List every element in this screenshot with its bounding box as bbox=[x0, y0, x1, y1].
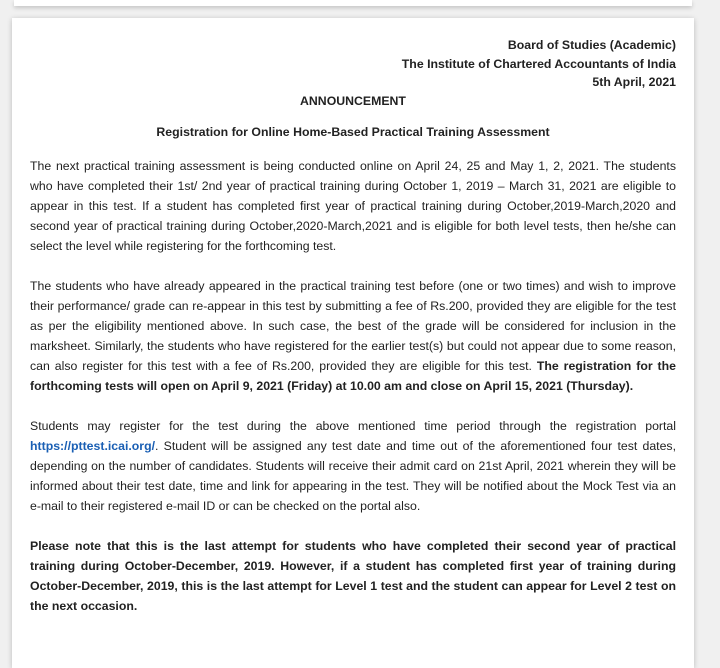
letter-date: 5th April, 2021 bbox=[592, 75, 676, 89]
registration-text-before: Students may register for the test during the above mentioned time period through the registration portal bbox=[30, 419, 676, 433]
announcement-label: ANNOUNCEMENT bbox=[300, 93, 406, 108]
paragraph-registration bbox=[30, 416, 676, 516]
announcement-card bbox=[12, 18, 694, 668]
letter-header bbox=[30, 36, 676, 92]
subject-line: Registration for Online Home-Based Practical Training Assessment bbox=[156, 125, 550, 139]
reappear-text: The students who have already appeared in the practical training test before (one or two times) and wish to improve their performance/ grade can re-appear in this test by submitting a fee of Rs.200, provided they are eligible for the test as per the eligibility mentioned above. In such case, the best of the grade will be considered for inclusion in the marksheet. Similarly, the students who have registered for the earlier test(s) but could not appear due to some reason, can also register for this test with a fee of Rs.200, provided they are eligible for this test. bbox=[30, 279, 676, 373]
previous-card-edge bbox=[14, 0, 692, 6]
registration-text-after: . Student will be assigned any test date and time out of the aforementioned four test dates, depending on the number of candidates. Students will receive their admit card on 21st April, 2021 wherein they will be informed about their test date, time and link for appearing in the test. They will be notified about the Mock Test via an e-mail to their registered e-mail ID or can be checked on the portal also. bbox=[30, 439, 676, 513]
paragraph-last-attempt: Please note that this is the last attempt for students who have completed their second year of practical training during October-December, 2019. However, if a student has completed first year of training during October-December, 2019, this is the last attempt for Level 1 test and the student can appear for Level 2 test on the next occasion. bbox=[30, 539, 676, 613]
org-line-2: The Institute of Chartered Accountants of India bbox=[401, 56, 676, 71]
paragraph-eligibility: The next practical training assessment is being conducted online on April 24, 25 and May 1, 2, 2021. The students who have completed their 1st/ 2nd year of practical training during October 1, 2019 – March 31, 2021 are eligible to appear in this test. If a student has completed first year of practical training during October,2019-March,2020 and second year of practical training during October,2020-March,2021 and is eligible for both level tests, then he/she can select the level while registering for the forthcoming test. bbox=[30, 159, 676, 253]
paragraph-reappear bbox=[30, 276, 676, 396]
org-line-1: Board of Studies (Academic) bbox=[507, 38, 676, 52]
registration-portal-link[interactable]: https://pttest.icai.org/ bbox=[30, 439, 156, 453]
registration-dates-text: The registration for the forthcoming tests will open on April 9, 2021 (Friday) at 10.00 am and close on April 15, 2021 (Thursday). bbox=[30, 359, 676, 393]
